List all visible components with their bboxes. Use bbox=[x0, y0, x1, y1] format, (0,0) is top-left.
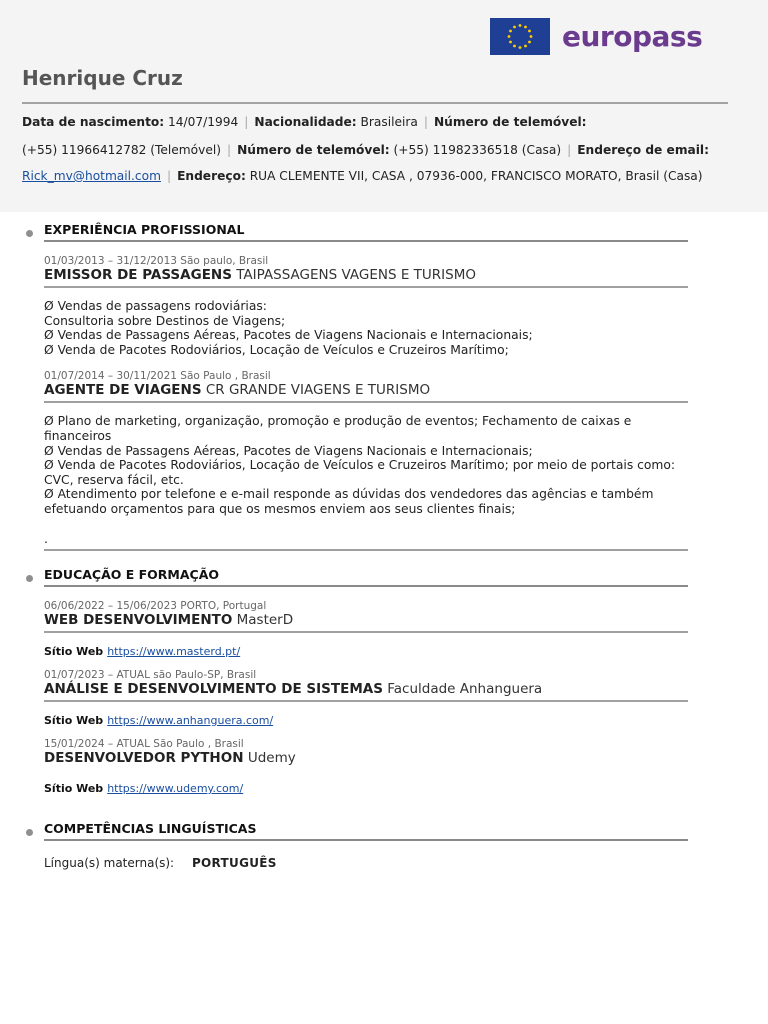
native-language-value: PORTUGUÊS bbox=[191, 856, 277, 870]
separator: | bbox=[226, 143, 232, 157]
entry-title bbox=[44, 382, 688, 398]
entry-role: AGENTE DE VIAGENS bbox=[44, 382, 202, 399]
entry-title bbox=[44, 267, 688, 283]
section-title: EDUCAÇÃO E FORMAÇÃO bbox=[44, 567, 220, 582]
description-line: Ø Venda de Pacotes Rodoviários, Locação de Veículos e Cruzeiros Marítimo; bbox=[44, 342, 509, 357]
website-row bbox=[44, 782, 688, 795]
entry-org: MasterD bbox=[236, 612, 294, 628]
entry-role: ANÁLISE E DESENVOLVIMENTO DE SISTEMAS bbox=[44, 681, 383, 697]
experience-entry bbox=[44, 255, 688, 357]
section-bullet bbox=[26, 230, 33, 237]
website-label: Sítio Web bbox=[44, 714, 104, 727]
education-entry bbox=[44, 600, 688, 658]
entry-title bbox=[44, 750, 688, 766]
languages-section bbox=[44, 821, 688, 870]
experience-section bbox=[44, 222, 688, 551]
eu-flag-icon bbox=[490, 18, 550, 55]
section-divider bbox=[44, 839, 688, 841]
education-entry bbox=[44, 669, 688, 727]
phone1-label: Número de telemóvel: bbox=[433, 115, 587, 129]
info-line-1 bbox=[22, 115, 587, 129]
website-row bbox=[44, 645, 688, 658]
separator: | bbox=[423, 115, 428, 129]
description-line: Ø Vendas de Passagens Aéreas, Pacotes de Viagens Nacionais e Internacionais; bbox=[44, 328, 533, 343]
header-panel bbox=[0, 0, 768, 212]
entry-meta: 01/03/2013 – 31/12/2013 São paulo, Brasil bbox=[44, 255, 269, 267]
description-line: Ø Atendimento por telefone e e-mail responde as dúvidas dos vendedores das agências e também bbox=[44, 487, 654, 502]
address-label: Endereço: bbox=[177, 169, 246, 183]
description-line: Ø Vendas de passagens rodoviárias: bbox=[44, 299, 267, 313]
phone2-value: (+55) 11982336518 (Casa) bbox=[393, 143, 562, 157]
dob-label: Data de nascimento: bbox=[22, 115, 165, 129]
description-trailing: . bbox=[44, 531, 48, 546]
website-row bbox=[44, 714, 688, 727]
education-entry bbox=[44, 738, 688, 795]
entry-org: Faculdade Anhanguera bbox=[387, 681, 543, 697]
description-line: Consultoria sobre Destinos de Viagens; bbox=[44, 313, 286, 328]
entry-role: EMISSOR DE PASSAGENS bbox=[44, 267, 232, 283]
entry-role: DESENVOLVEDOR PYTHON bbox=[44, 750, 244, 766]
entry-meta: 01/07/2014 – 30/11/2021 São Paulo , Brasil bbox=[44, 370, 271, 383]
info-line-2 bbox=[22, 143, 709, 157]
description-line: Ø Vendas de Passagens Aéreas, Pacotes de Viagens Nacionais e Internacionais; bbox=[44, 443, 533, 458]
info-line-3 bbox=[22, 169, 703, 183]
entry-meta: 06/06/2022 – 15/06/2023 PORTO, Portugal bbox=[44, 600, 267, 612]
section-title: COMPETÊNCIAS LINGUÍSTICAS bbox=[44, 821, 257, 836]
entry-divider bbox=[44, 700, 688, 702]
entry-title bbox=[44, 612, 688, 628]
education-section bbox=[44, 567, 688, 795]
separator: | bbox=[166, 169, 172, 183]
website-label: Sítio Web bbox=[44, 645, 104, 658]
email-link[interactable]: Rick_mv@hotmail.com bbox=[22, 169, 161, 183]
section-title: EXPERIÊNCIA PROFISSIONAL bbox=[44, 222, 245, 237]
website-link[interactable]: https://www.masterd.pt/ bbox=[107, 645, 241, 658]
website-link[interactable]: https://www.anhanguera.com/ bbox=[107, 714, 274, 727]
section-bullet bbox=[26, 575, 33, 582]
section-divider bbox=[44, 585, 688, 587]
dob-value: 14/07/1994 bbox=[168, 115, 239, 129]
description-line: Ø Venda de Pacotes Rodoviários, Locação de Veículos e Cruzeiros Marítimo; por meio de portais como: bbox=[44, 458, 676, 473]
native-language-row bbox=[44, 856, 688, 870]
description-line: Ø Plano de marketing, organização, promoção e produção de eventos; Fechamento de caixas e financeiros bbox=[44, 414, 632, 443]
entry-divider bbox=[44, 286, 688, 288]
entry-title bbox=[44, 681, 688, 697]
description-line: CVC, reserva fácil, etc. bbox=[44, 472, 184, 487]
phone2-label: Número de telemóvel: bbox=[237, 143, 390, 157]
experience-entry bbox=[44, 370, 688, 551]
entry-description bbox=[44, 414, 688, 546]
nationality-label: Nacionalidade: bbox=[254, 115, 357, 129]
europass-wordmark: europass bbox=[562, 20, 703, 53]
entry-divider bbox=[44, 549, 688, 551]
email-label: Endereço de email: bbox=[577, 143, 709, 157]
separator: | bbox=[567, 143, 572, 157]
name-divider bbox=[22, 102, 728, 104]
section-divider bbox=[44, 240, 688, 242]
entry-role: WEB DESENVOLVIMENTO bbox=[44, 612, 233, 628]
europass-logo bbox=[490, 18, 702, 55]
website-label: Sítio Web bbox=[44, 782, 104, 795]
entry-meta: 01/07/2023 – ATUAL são Paulo-SP, Brasil bbox=[44, 669, 257, 681]
address-value: RUA CLEMENTE VII, CASA , 07936-000, FRANCISCO MORATO, Brasil (Casa) bbox=[249, 169, 703, 183]
entry-divider bbox=[44, 401, 688, 403]
phone1-value: (+55) 11966412782 (Telemóvel) bbox=[22, 143, 221, 157]
entry-divider bbox=[44, 631, 688, 633]
entry-org: CR GRANDE VIAGENS E TURISMO bbox=[205, 382, 431, 399]
section-bullet bbox=[26, 829, 33, 836]
entry-org: Udemy bbox=[247, 750, 296, 766]
entry-meta: 15/01/2024 – ATUAL São Paulo , Brasil bbox=[44, 738, 244, 750]
separator: | bbox=[244, 115, 249, 129]
person-name: Henrique Cruz bbox=[22, 66, 183, 90]
native-language-label: Língua(s) materna(s): bbox=[44, 856, 175, 870]
entry-org: TAIPASSAGENS VAGENS E TURISMO bbox=[236, 267, 476, 283]
website-link[interactable]: https://www.udemy.com/ bbox=[107, 782, 244, 795]
description-line: efetuando orçamentos para que os mesmos enviem aos seus clientes finais; bbox=[44, 501, 516, 516]
nationality-value: Brasileira bbox=[360, 115, 418, 129]
entry-description bbox=[44, 299, 688, 357]
